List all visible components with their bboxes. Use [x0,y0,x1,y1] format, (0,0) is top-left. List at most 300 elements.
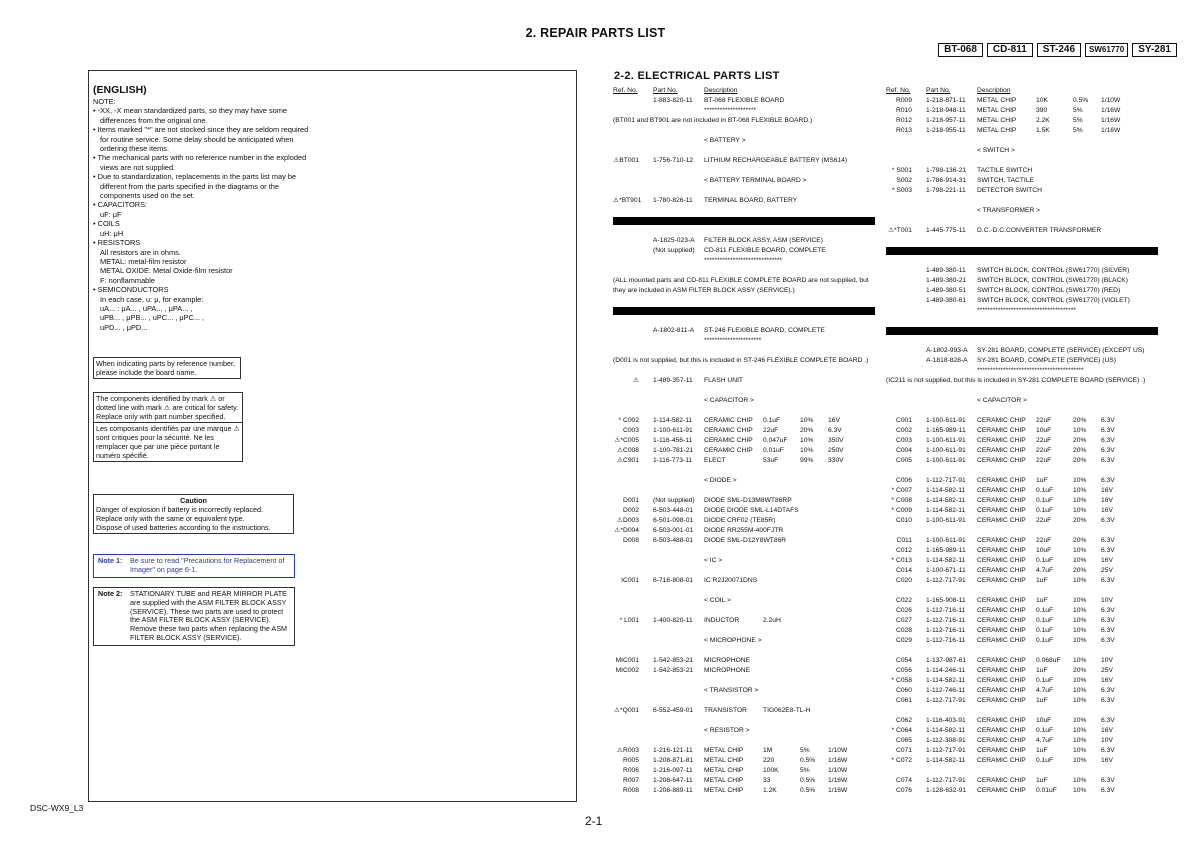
value: 0.068uF [1036,657,1061,664]
description: ***************************************** [977,367,1084,374]
description: < RESISTOR > [704,727,750,734]
parts-row [613,506,875,516]
parts-row [886,156,1158,166]
parts-row [886,746,1158,756]
tolerance: 0.5% [800,777,816,784]
parts-row [886,666,1158,676]
parts-row [886,366,1158,376]
part-no: 1-100-611-91 [926,437,966,444]
value: 0.1uF [1036,557,1054,564]
parts-row [613,356,875,366]
ref-no: C062 [896,717,912,724]
part-no: 1-112-717-91 [926,777,966,784]
value: 1uF [1036,667,1048,674]
rating: 1/10W [1101,97,1121,104]
description: < IC > [704,557,723,564]
ref-no: ⚠*D004 [614,527,639,534]
rating: 16V [1101,507,1113,514]
ref-no: ⚠*Q001 [614,707,639,714]
parts-row [886,236,1158,246]
parts-row [613,536,875,546]
tolerance: 10% [1073,737,1087,744]
rating: 16V [828,417,840,424]
tolerance: 10% [1073,617,1087,624]
parts-row [886,226,1158,236]
ref-no: * C072 [891,757,912,764]
rating: 6.3V [1101,437,1115,444]
part-no: 1-112-717-91 [926,477,966,484]
value: 0.1uF [1036,487,1054,494]
description: CERAMIC CHIP [977,417,1026,424]
notes-text [93,84,318,332]
section-divider [886,247,1158,255]
description: FLASH UNIT [704,377,744,384]
header-part: Part No. [653,87,678,94]
description: DIODE CRF02 (TE85R) [704,517,776,524]
section-divider [613,307,875,315]
ref-no: C003 [623,427,639,434]
description: CERAMIC CHIP [977,677,1026,684]
rating: 10V [1101,737,1113,744]
parts-row [613,116,875,126]
parts-row [613,276,875,286]
caution-box [93,494,294,534]
ref-no: C026 [896,607,912,614]
part-no: 6-503-448-01 [653,507,694,514]
description: < BATTERY TERMINAL BOARD > [704,177,807,184]
description: TACTILE SWITCH [977,167,1033,174]
parts-row [886,426,1158,436]
part-no: 1-489-357-11 [653,377,693,384]
part-no: 1-165-989-11 [926,547,966,554]
note-1 [93,554,295,578]
parts-note: (D001 is not supplied, but this is included in ST-246 FLEXIBLE COMPLETE BOARD .) [613,357,869,364]
rating: 6.3V [1101,417,1115,424]
ref-no: C005 [896,457,912,464]
description: CERAMIC CHIP [977,607,1026,614]
value: 10uF [1036,427,1052,434]
part-no: 1-100-611-91 [926,537,966,544]
description: METAL CHIP [704,787,744,794]
description: < CAPACITOR > [977,397,1027,404]
ref-no: C001 [896,417,912,424]
description: DIODE DIODE SML-L14DTAFS [704,507,799,514]
notes-label: NOTE: [93,97,116,106]
description: CERAMIC CHIP [977,727,1026,734]
tolerance: 5% [800,767,810,774]
parts-row [886,246,1158,256]
rating: 6.3V [1101,697,1115,704]
parts-row [886,96,1158,106]
tolerance: 10% [1073,677,1087,684]
description: CERAMIC CHIP [977,637,1026,644]
value: 0.01uF [763,447,784,454]
tolerance: 20% [1073,517,1087,524]
parts-row [613,126,875,136]
parts-row [886,596,1158,606]
ref-no: * S001 [891,167,912,174]
value: 4.7uF [1036,567,1054,574]
part-no: 1-489-380-11 [926,267,966,274]
description: CERAMIC CHIP [977,777,1026,784]
description: CERAMIC CHIP [977,597,1026,604]
parts-row [613,386,875,396]
notes-heading: (ENGLISH) [93,84,147,96]
parts-row [613,766,875,776]
parts-row [886,556,1158,566]
part-no: 1-216-121-11 [653,747,693,754]
caution-line: Dispose of used batteries according to the instructions. [96,523,271,532]
rating: 16V [1101,727,1113,734]
description: MICROPHONE [704,667,751,674]
note-line: • Due to standardization, replacements in the parts list may be different from the parts specified in the diagrams or the components used on the set. [93,172,297,201]
parts-row [886,486,1158,496]
ref-no: C054 [896,657,912,664]
note-line: METAL: metal-film resistor [100,256,187,266]
tolerance: 10% [800,437,814,444]
description: CERAMIC CHIP [977,457,1026,464]
part-no: 1-883-820-11 [653,97,693,104]
page-title: 2. REPAIR PARTS LIST [525,26,666,40]
value: 0.1uF [1036,607,1054,614]
parts-row [613,546,875,556]
parts-row [886,416,1158,426]
description: SY-281 BOARD, COMPLETE (SERVICE) (US) [977,357,1116,364]
value: 1M [763,747,773,754]
parts-row [886,136,1158,146]
tolerance: 10% [1073,607,1087,614]
parts-row [613,466,875,476]
note-2-label: Note 2: [98,589,123,598]
part-no: 1-100-611-91 [926,447,966,454]
tolerance: 10% [800,417,814,424]
rating: 330V [828,457,844,464]
rating: 10V [1101,657,1113,664]
ref-no: * C007 [891,487,912,494]
parts-row [613,86,875,96]
ref-no: C028 [896,627,912,634]
ref-no: C061 [896,697,912,704]
parts-row [613,216,875,226]
parts-row [886,176,1158,186]
value: 22uF [1036,437,1052,444]
parts-row [613,206,875,216]
ref-no: R007 [623,777,639,784]
part-no: 1-780-826-11 [653,197,693,204]
parts-row [886,146,1158,156]
part-no: 1-489-380-21 [926,277,967,284]
parts-row [613,656,875,666]
part-no: 1-786-914-31 [926,177,967,184]
ref-no: ⚠ [633,377,639,384]
parts-row [613,426,875,436]
parts-row [613,636,875,646]
part-no: 1-489-380-61 [926,297,967,304]
description: < DIODE > [704,477,737,484]
tolerance: 20% [1073,457,1087,464]
note-line: uPB... , μPB... , uPC... , μPC... , [100,313,205,323]
ref-no: ⚠C901 [617,457,639,464]
parts-row [886,476,1158,486]
description: CERAMIC CHIP [977,717,1026,724]
note-2-text: STATIONARY TUBE and REAR MIRROR PLATE are supplied with the ASM FILTER BLOCK ASSY (SERVICE). These two parts are used to protect the ASM FILTER BLOCK ASSY (SERVICE). Remove these two parts when replacing the ASM FILTER BLOCK ASSY (SERVICE). [130,589,288,642]
note-2 [93,587,295,646]
ref-no: * C064 [891,727,912,734]
description: DETECTOR SWITCH [977,187,1042,194]
parts-row [613,96,875,106]
safety-note-en: The components identified by mark ⚠ or dotted line with mark ⚠ are critical for safety. Replace only with part number specified. [96,394,239,421]
parts-row [886,546,1158,556]
tolerance: 10% [1073,787,1087,794]
rating: 6.3V [1101,637,1115,644]
tolerance: 5% [1073,117,1083,124]
parts-row [613,476,875,486]
parts-row [886,256,1158,266]
description: METAL CHIP [977,127,1017,134]
parts-row [613,526,875,536]
tolerance: 10% [1073,557,1087,564]
parts-row [886,566,1158,576]
ref-no: C027 [896,617,912,624]
value: 2.2K [1036,117,1050,124]
description: ****************************** [704,257,783,264]
part-no: 1-400-820-11 [653,617,693,624]
value: 0.1uF [1036,757,1054,764]
description: CERAMIC CHIP [977,757,1026,764]
tolerance: 10% [1073,547,1087,554]
parts-row [886,436,1158,446]
parts-row [886,736,1158,746]
parts-row [886,406,1158,416]
parts-row [613,376,875,386]
ref-no: C002 [896,427,912,434]
description: SWITCH, TACTILE [977,177,1034,184]
model-tag: SW61770 [1085,43,1128,57]
ref-no: ⚠*BT901 [613,197,642,204]
parts-row [886,786,1158,796]
parts-row [886,506,1158,516]
value: 0.1uF [1036,507,1054,514]
tolerance: 10% [800,447,814,454]
description: CERAMIC CHIP [704,447,753,454]
ref-no: C020 [896,577,912,584]
part-no: A-1802-811-A [653,327,695,334]
description: ************************************** [977,307,1076,314]
description: TRANSISTOR [704,707,747,714]
ref-no: C022 [896,597,912,604]
parts-row [613,246,875,256]
parts-row [613,516,875,526]
parts-row [886,286,1158,296]
value: 1uF [1036,477,1048,484]
rating: 6.3V [1101,617,1115,624]
ref-no: * C009 [891,507,912,514]
rating: 16V [1101,487,1113,494]
parts-row [886,316,1158,326]
parts-row [613,616,875,626]
parts-row [613,786,875,796]
part-no: 1-114-246-11 [926,667,966,674]
tolerance: 10% [1073,487,1087,494]
ref-no: S002 [896,177,912,184]
parts-row [886,626,1158,636]
parts-row [613,576,875,586]
ref-no: ⚠*C005 [614,437,639,444]
ref-no: * L001 [619,617,639,624]
parts-row [886,446,1158,456]
description: CERAMIC CHIP [977,507,1026,514]
value: 10K [1036,97,1048,104]
part-no: A-1825-023-A [653,237,695,244]
part-no: A-1818-828-A [926,357,968,364]
description: < COIL > [704,597,731,604]
part-no: 1-208-889-11 [653,787,693,794]
rating: 6.3V [1101,687,1115,694]
value: 0.1uF [1036,677,1054,684]
parts-row [613,166,875,176]
parts-row [886,726,1158,736]
note-line: uA... : μA... , uPA... , μPA... , [100,303,193,313]
value: 0.1uF [1036,727,1054,734]
section-divider [886,327,1158,335]
rating: 6.3V [1101,747,1115,754]
rating: 6.3V [1101,777,1115,784]
tolerance: 20% [1073,417,1087,424]
rating: 1/16W [828,787,848,794]
part-no: 1-114-582-11 [926,557,966,564]
description: TERMINAL BOARD, BATTERY [704,197,798,204]
parts-row [613,566,875,576]
description: < CAPACITOR > [704,397,754,404]
value: 4.7uF [1036,737,1054,744]
description: METAL CHIP [704,767,744,774]
parts-row [886,376,1158,386]
tolerance: 10% [1073,627,1087,634]
value: 33 [763,777,771,784]
description: CERAMIC CHIP [977,477,1026,484]
parts-row [886,126,1158,136]
rating: 1/10W [828,767,848,774]
description: CERAMIC CHIP [977,447,1026,454]
rating: 1/10W [828,747,848,754]
tolerance: 10% [1073,507,1087,514]
ref-no: D002 [623,507,639,514]
part-no: 1-114-582-11 [926,677,966,684]
rating: 16V [1101,557,1113,564]
tolerance: 20% [1073,667,1087,674]
tolerance: 0.5% [800,757,816,764]
board-name-note: When indicating parts by reference number, please include the board name. [93,357,241,379]
parts-row [886,206,1158,216]
part-no: 6-716-808-01 [653,577,694,584]
parts-row [886,586,1158,596]
ref-no: MIC001 [615,657,639,664]
parts-row [613,306,875,316]
parts-row [886,216,1158,226]
parts-row [613,256,875,266]
tolerance: 10% [1073,597,1087,604]
ref-no: R005 [623,757,639,764]
parts-row [613,186,875,196]
tolerance: 20% [1073,437,1087,444]
description: SWITCH BLOCK, CONTROL (SW61770) (VIOLET) [977,297,1130,304]
parts-row [886,296,1158,306]
parts-row [613,106,875,116]
tolerance: 20% [1073,537,1087,544]
value: 1uF [1036,777,1048,784]
ref-no: R012 [896,117,912,124]
value: 1uF [1036,747,1048,754]
rating: 6.3V [1101,547,1115,554]
parts-row [613,266,875,276]
tolerance: 5% [800,747,810,754]
parts-row [886,616,1158,626]
note-line: • The mechanical parts with no reference number in the exploded views are not supplied. [93,153,307,172]
parts-row [886,696,1158,706]
ref-no: C014 [896,567,912,574]
note-line: uH: μH [100,228,124,238]
description: CERAMIC CHIP [977,737,1026,744]
safety-note [93,392,243,462]
value: 0.1uF [1036,497,1054,504]
value: 22uF [1036,517,1052,524]
parts-row [613,496,875,506]
note-line: • RESISTORS [93,238,141,248]
part-no: 1-112-746-11 [926,687,966,694]
part-no: 1-165-989-11 [926,427,966,434]
value: 22uF [1036,447,1052,454]
ref-no: IC001 [621,577,639,584]
tolerance: 99% [800,457,814,464]
parts-row [613,236,875,246]
part-no: 1-114-582-11 [926,507,966,514]
parts-row [613,746,875,756]
description: CERAMIC CHIP [977,577,1026,584]
parts-row [886,386,1158,396]
parts-row [886,706,1158,716]
ref-no: * C013 [891,557,912,564]
value: 100K [763,767,779,774]
ref-no: C076 [896,787,912,794]
description: METAL CHIP [977,97,1017,104]
part-no: 1-114-582-11 [926,487,966,494]
parts-row [886,166,1158,176]
parts-row [886,516,1158,526]
part-no: 1-114-582-11 [926,727,966,734]
parts-row [613,696,875,706]
value: TIG062E8-TL-H [763,707,811,714]
ref-no: R010 [896,107,912,114]
tolerance: 5% [1073,127,1083,134]
header-ref: Ref. No. [613,87,638,94]
parts-row [613,406,875,416]
rating: 1/16W [828,757,848,764]
note-line: uF: μF [100,209,122,219]
tolerance: 10% [1073,577,1087,584]
ref-no: ⚠D003 [617,517,639,524]
rating: 6.3V [1101,787,1115,794]
description: CERAMIC CHIP [977,547,1026,554]
parts-row [613,346,875,356]
parts-row [613,626,875,636]
ref-no: R013 [896,127,912,134]
rating: 6.3V [1101,477,1115,484]
parts-row [886,636,1158,646]
part-no: 1-542-853-21 [653,667,694,674]
part-no: 1-216-097-11 [653,767,693,774]
description: CERAMIC CHIP [977,627,1026,634]
tolerance: 10% [1073,427,1087,434]
